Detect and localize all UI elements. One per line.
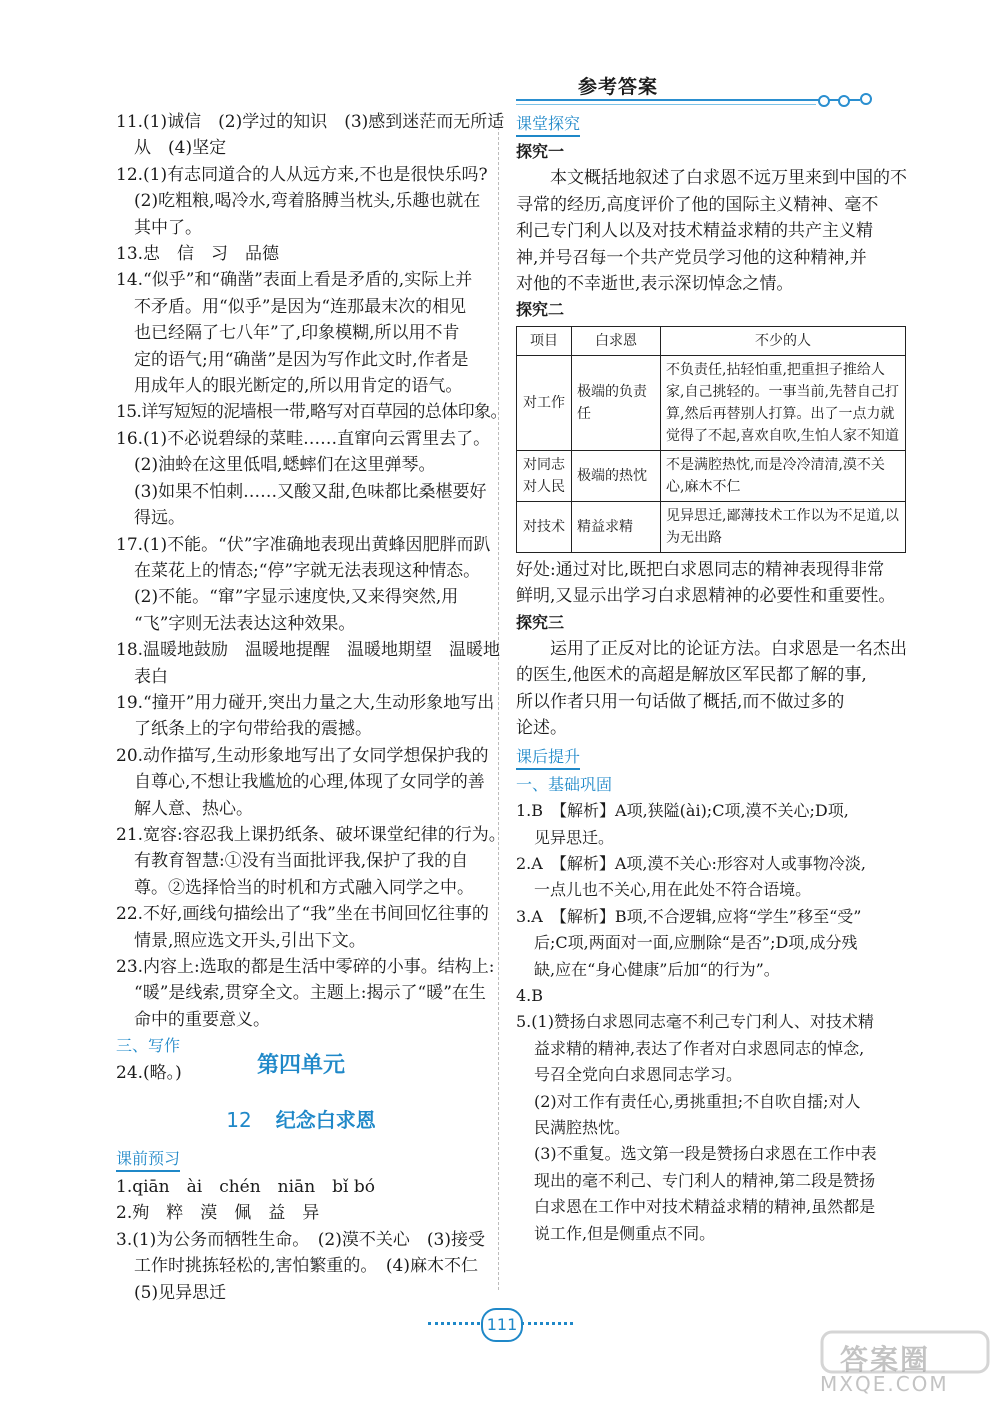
- right-column: [516, 109, 908, 1247]
- left-column: [116, 109, 507, 1086]
- explore3-title: 探究三: [516, 612, 565, 632]
- answer-line: 3.(1)为公务而牺牲生命。 (2)漠不关心 (3)接受: [116, 1229, 485, 1250]
- answer-line: 自尊心,不想让我尴尬的心理,体现了女同学的善: [134, 772, 485, 793]
- answer-line: (3)如果不怕刺……又酸又甜,色味都比桑椹要好: [134, 481, 487, 502]
- unit-title: 第四单元: [256, 1053, 345, 1078]
- answer-line: 情景,照应选文开头,引出下文。: [134, 930, 366, 951]
- answer-line: 白求恩在工作中对技术精益求精的精神,虽然都是: [534, 1197, 876, 1217]
- answer-line: 益求精的精神,表达了作者对白求恩同志的悼念,: [534, 1038, 865, 1058]
- table-cell: 不是满腔热忱,而是冷冷清清,漠不关心,麻木不仁: [661, 450, 906, 501]
- table-cell: 精益求精: [572, 501, 661, 552]
- comparison-table: [516, 326, 906, 553]
- answer-line: 3.A 【解析】B项,不合逻辑,应将“学生”移至“受”: [516, 906, 862, 926]
- answer-line: 寻常的经历,高度评价了他的国际主义精神、毫不: [516, 194, 879, 215]
- table-header-cell: 不少的人: [661, 326, 906, 355]
- answer-line: 一点儿也不关心,用在此处不符合语境。: [534, 880, 812, 900]
- answer-line: 用成年人的眼光断定的,所以用肯定的语气。: [134, 376, 463, 397]
- answer-line: 论述。: [516, 718, 567, 739]
- answer-line: 工作时挑拣轻松的,害怕繁重的。 (4)麻木不仁: [134, 1256, 478, 1277]
- answer-line: 其中了。: [134, 217, 202, 238]
- answer-line: “飞”字则无法表达这种效果。: [134, 613, 356, 634]
- explore2-title: 探究二: [516, 300, 565, 320]
- table-header-cell: 白求恩: [572, 326, 661, 355]
- table-cell: 极端的热忱: [572, 450, 661, 501]
- answer-line: 2.殉 粹 漠 佩 益 异: [116, 1203, 320, 1224]
- header-dot: [818, 95, 830, 107]
- explore1-title: 探究一: [516, 142, 565, 161]
- answer-line: “暖”是线索,贯穿全文。主题上:揭示了“暖”在生: [134, 983, 486, 1004]
- table-row: [517, 450, 906, 501]
- answer-line: 得远。: [134, 508, 185, 529]
- answer-line: 20.动作描写,生动形象地写出了女同学想保护我的: [116, 745, 489, 766]
- answer-line: 5.(1)赞扬白求恩同志毫不利己专门利人、对技术精: [516, 1012, 874, 1032]
- answer-line: 的医生,他医术的高超是解放区军民都了解的事,: [516, 665, 867, 686]
- answer-line: 从 (4)坚定: [134, 138, 227, 159]
- answer-line: 12.(1)有志同道合的人从远方来,不也是很快乐吗?: [116, 164, 488, 185]
- basic-section-heading: 一、基础巩固: [516, 774, 613, 794]
- answer-line: (2)不能。“窜”字显示速度快,又来得突然,用: [134, 587, 459, 608]
- page-number-ornament: [521, 1322, 573, 1325]
- table-cell: 极端的负责任: [572, 355, 661, 450]
- watermark-text: 答案圈: [840, 1343, 931, 1376]
- answer-line: 1.qiān ài chén niān bǐ bó: [116, 1177, 375, 1197]
- answer-line: 4.B: [516, 985, 544, 1005]
- answer-line: 缺,应在“身心健康”后加“的行为”。: [534, 959, 780, 979]
- answer-line: 鲜明,又显示出学习白求恩精神的必要性和重要性。: [516, 586, 896, 607]
- answer-line: (3)不重复。选文第一段是赞扬白求恩在工作中表: [534, 1144, 877, 1164]
- answer-line: 也已经隔了七八年”了,印象模糊,所以用不肯: [134, 323, 460, 344]
- column-divider: [498, 112, 499, 1290]
- answer-line: 号召全党向白求恩同志学习。: [534, 1065, 743, 1085]
- preview-tag: 课前预习: [116, 1148, 180, 1172]
- after-class-tag: 课后提升: [516, 746, 580, 770]
- answer-line: 本文概括地叙述了白求恩不远万里来到中国的不: [550, 168, 907, 189]
- answer-line: 后;C项,两面对一面,应删除“是否”;D项,成分残: [534, 933, 858, 953]
- answer-line: 民满腔热忱。: [534, 1117, 631, 1137]
- lesson-number: 12: [226, 1108, 252, 1132]
- lesson-title: [116, 1104, 486, 1133]
- answer-line: 对他的不幸逝世,表示深切悼念之情。: [516, 274, 794, 295]
- answer-line: 21.宽容:容忍我上课扔纸条、破坏课堂纪律的行为。: [116, 824, 506, 845]
- header-dot: [838, 95, 850, 107]
- answer-line: 尊。②选择恰当的时机和方式融入同学之中。: [134, 877, 474, 898]
- answer-line: 19.“撞开”用力碰开,突出力量之大,生动形象地写出: [116, 692, 495, 713]
- answer-line: 11.(1)诚信 (2)学过的知识 (3)感到迷茫而无所适: [116, 112, 505, 132]
- answer-line: 2.A 【解析】A项,漠不关心:形容对人或事物冷淡,: [516, 853, 866, 873]
- answer-line: 了纸条上的字句带给我的震撼。: [134, 719, 372, 740]
- lesson-name: 纪念白求恩: [275, 1108, 376, 1132]
- answer-line: 好处:通过对比,既把白求恩同志的精神表现得非常: [516, 559, 885, 580]
- answer-line: 解人意、热心。: [134, 798, 253, 819]
- table-cell: 对工作: [517, 355, 572, 450]
- answer-line: 23.内容上:选取的都是生活中零碎的小事。结构上:: [116, 957, 495, 977]
- table-header-cell: 项目: [517, 326, 572, 355]
- header-rule-thin: [516, 104, 816, 105]
- answer-line: 18.温暖地鼓励 温暖地提醒 温暖地期望 温暖地: [116, 640, 501, 661]
- answer-line: 现出的毫不利己、专门利人的精神,第二段是赞扬: [534, 1170, 876, 1190]
- answer-line: 见异思迁。: [534, 827, 615, 847]
- table-row: [517, 355, 906, 450]
- section-heading-writing: 三、写作: [116, 1036, 181, 1056]
- answer-line: 说工作,但是侧重点不同。: [534, 1223, 716, 1243]
- answer-line: 不矛盾。用“似乎”是因为“连那最末次的相见: [134, 296, 467, 317]
- answer-line: 15.详写短短的泥墙根一带,略写对百草园的总体印象。: [116, 402, 507, 423]
- answer-line: 14.“似乎”和“确凿”表面上看是矛盾的,实际上并: [116, 270, 473, 291]
- table-row: [517, 501, 906, 552]
- watermark-domain: MXQE.COM: [820, 1372, 949, 1396]
- answer-line: (5)见异思迁: [134, 1282, 227, 1303]
- answer-line: (2)吃粗粮,喝冷水,弯着胳膊当枕头,乐趣也就在: [134, 191, 481, 212]
- answer-line: 在菜花上的情态;“停”字就无法表现这种情态。: [134, 560, 481, 581]
- answer-line: 有教育智慧:①没有当面批评我,保护了我的自: [134, 851, 469, 872]
- answer-line: 命中的重要意义。: [134, 1009, 270, 1030]
- header-title: 参考答案: [578, 76, 659, 98]
- explore-tag: 课堂探究: [516, 113, 580, 137]
- table-cell: 不负责任,拈轻怕重,把重担子推给人家,自己挑轻的。一事当前,先替自己打算,然后再替别人打算。出了一点力就觉得了不起,喜欢自吹,生怕人家不知道: [661, 355, 906, 450]
- answer-line: 神,并号召每一个共产党员学习他的这种精神,并: [516, 247, 867, 268]
- answer-line: 运用了正反对比的论证方法。白求恩是一名杰出: [550, 639, 907, 660]
- table-cell: 对同志对人民: [517, 450, 572, 501]
- answer-line: (2)油蛉在这里低唱,蟋蟀们在这里弹琴。: [134, 455, 436, 476]
- answer-line: 13.忠 信 习 品德: [116, 244, 280, 265]
- header-dot: [860, 93, 872, 105]
- answer-line: 表白: [134, 666, 168, 687]
- answer-line: (2)对工作有责任心,勇挑重担;不自吹自擂;对人: [534, 1091, 861, 1111]
- table-header-row: [517, 326, 906, 355]
- answer-line: 利己专门利人以及对技术精益求精的共产主义精: [516, 221, 873, 242]
- answer-line: 24.(略。): [116, 1062, 182, 1083]
- answer-line: 17.(1)不能。“伏”字准确地表现出黄蜂因肥胖而趴: [116, 534, 491, 555]
- page-number: 111: [481, 1308, 523, 1342]
- preview-section: [116, 1144, 486, 1306]
- table-cell: 对技术: [517, 501, 572, 552]
- answer-line: 22.不好,画线句描绘出了“我”坐在书间回忆往事的: [116, 904, 489, 925]
- page-number-ornament: [428, 1322, 480, 1325]
- table-cell: 见异思迁,鄙薄技术工作以为不足道,以为无出路: [661, 501, 906, 552]
- answer-line: 定的语气;用“确凿”是因为写作此文时,作者是: [134, 349, 469, 370]
- header-rule: [516, 99, 860, 101]
- answer-line: 所以作者只用一句话做了概括,而不做过多的: [516, 691, 845, 712]
- answer-line: 16.(1)不必说碧绿的菜畦……直窜向云霄里去了。: [116, 428, 491, 449]
- answer-line: 1.B 【解析】A项,狭隘(ài);C项,漠不关心;D项,: [516, 801, 849, 821]
